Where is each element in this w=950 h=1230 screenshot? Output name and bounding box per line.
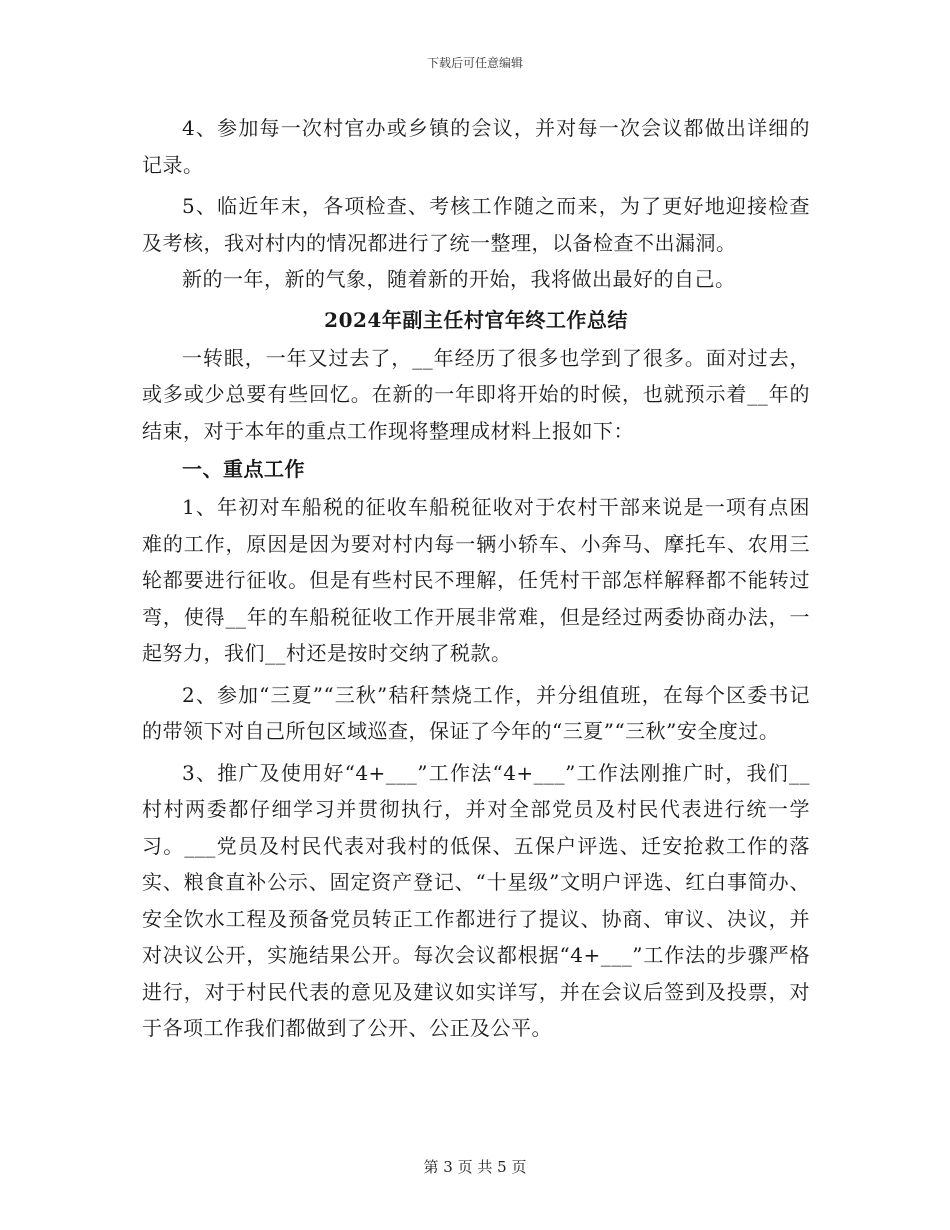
page-number: 第 3 页 共 5 页 bbox=[423, 1158, 527, 1176]
document-title: 2024年副主任村官年终工作总结 bbox=[324, 307, 628, 332]
paragraph-item-5: 5、临近年末，各项检查、考核工作随之而来，为了更好地迎接检查及考核，我对村内的情况都进行了统一整理，以备检查不出漏洞。 bbox=[142, 194, 810, 255]
paragraph-intro: 一转眼，一年又过去了，__年经历了很多也学到了很多。面对过去，或多或少总要有些回忆。在新的一年即将开始的时候，也就预示着__年的结束，对于本年的重点工作现将整理成材料上报如下： bbox=[142, 345, 810, 443]
paragraph-work-item-2: 2、参加“三夏”“三秋”秸秆禁烧工作，并分组值班，在每个区委书记的带领下对自己所包区域巡查，保证了今年的“三夏”“三秋”安全度过。 bbox=[142, 682, 810, 743]
document-body bbox=[142, 110, 810, 1047]
paragraph-closing: 新的一年，新的气象，随着新的开始，我将做出最好的自己。 bbox=[182, 267, 736, 291]
paragraph-work-item-3: 3、推广及使用好“4+___”工作法“4+___”工作法刚推广时，我们__村村两委都仔细学习并贯彻执行，并对全部党员及村民代表进行统一学习。___党员及村民代表对我村的低保、五保户评选、迁安抢救工作的落实、粮食直补公示、固定资产登记、“十星级”文明户评选、红白事简办、安全饮水工程及预备党员转正工作都进行了提议、协商、审议、决议，并对决议公开，实施结果公开。每次会议都根据“4+___”工作法的步骤严格进行，对于村民代表的意见及建议如实详写，并在会议后签到及投票，对于各项工作我们都做到了公开、公正及公平。 bbox=[142, 760, 810, 1040]
section-heading: 一、重点工作 bbox=[182, 457, 305, 481]
header-note: 下载后可任意编辑 bbox=[426, 56, 523, 70]
paragraph-item-4: 4、参加每一次村官办或乡镇的会议，并对每一次会议都做出详细的记录。 bbox=[142, 116, 810, 177]
paragraph-work-item-1: 1、年初对车船税的征收车船税征收对于农村干部来说是一项有点困难的工作，原因是因为要对村内每一辆小轿车、小奔马、摩托车、农用三轮都要进行征收。但是有些村民不理解，任凭村干部怎样解释都不能转过弯，使得__年的车船税征收工作开展非常难，但是经过两委协商办法，一起努力，我们__村还是按时交纳了税款。 bbox=[142, 495, 810, 665]
